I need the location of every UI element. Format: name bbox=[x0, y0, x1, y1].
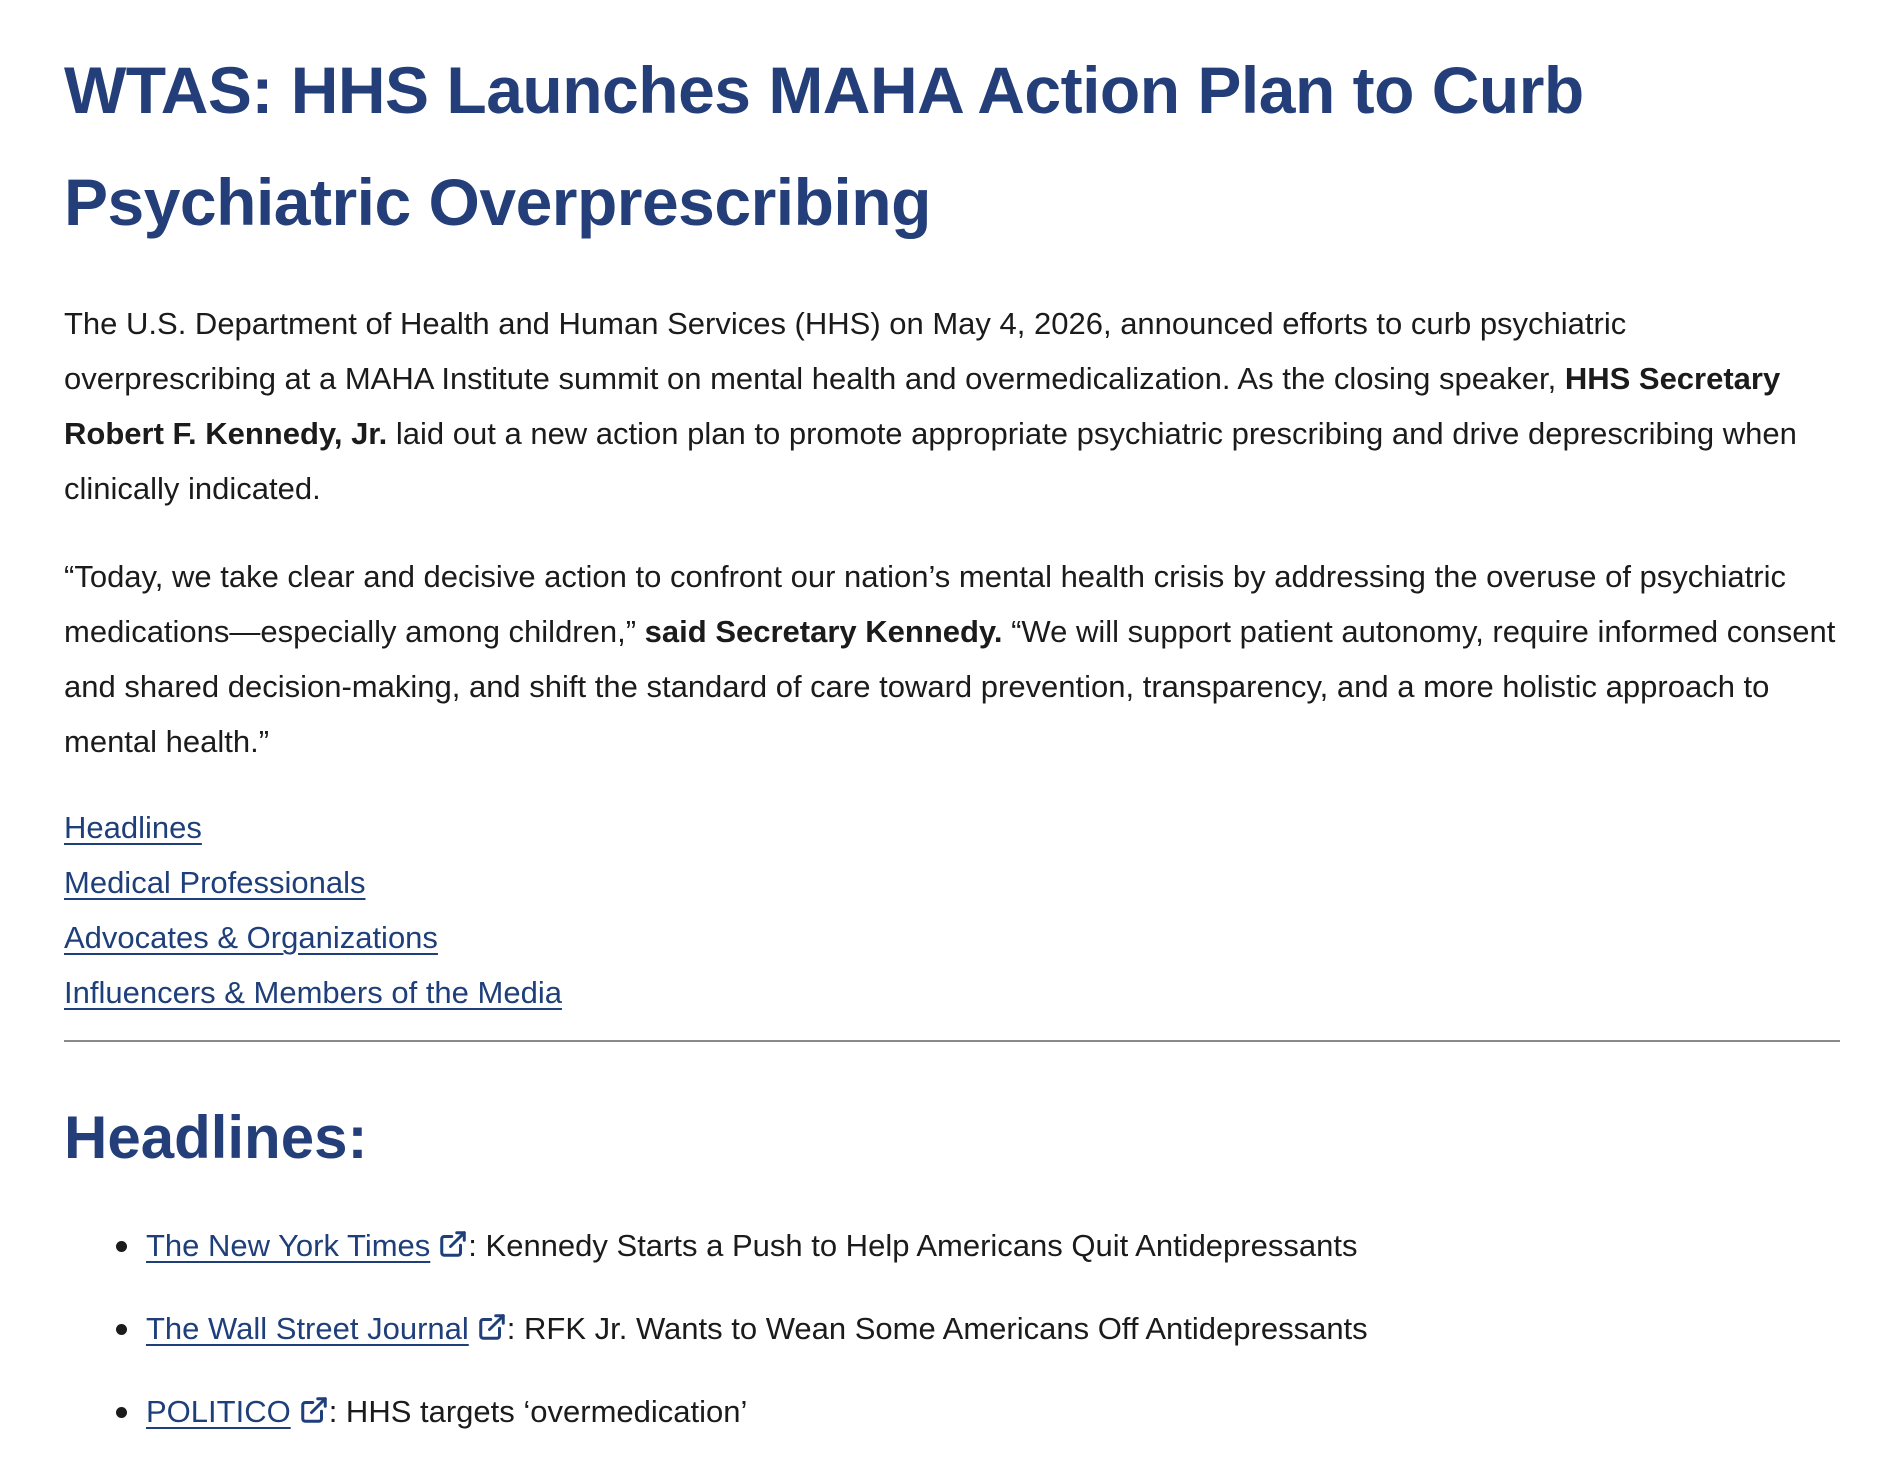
quote-text-start: “Today, we take clear and decisive action to confront our nation’s mental health crisis by addressing the overuse of psychiatric medications—especially among children,” bbox=[64, 559, 1786, 649]
jump-link-item bbox=[64, 800, 1822, 855]
page-title: WTAS: HHS Launches MAHA Action Plan to Curb Psychiatric Overprescribing bbox=[64, 53, 1584, 239]
jump-links-list bbox=[64, 800, 1822, 1020]
headline-item bbox=[146, 1301, 1822, 1356]
intro-paragraph bbox=[64, 296, 1840, 516]
headline-text: : RFK Jr. Wants to Wean Some Americans Off Antidepressants bbox=[506, 1311, 1368, 1346]
bullet-icon bbox=[116, 1407, 127, 1418]
jump-link-item bbox=[64, 965, 1822, 1020]
intro-text-start: The U.S. Department of Health and Human Services (HHS) on May 4, 2026, announced efforts to curb psychiatric overprescribing at a MAHA Institute summit on mental health and overmedicalization. As the closing speaker, bbox=[64, 306, 1627, 396]
section-divider bbox=[64, 1040, 1840, 1042]
headline-text: : HHS targets ‘overmedication’ bbox=[328, 1394, 748, 1429]
external-link-icon[interactable] bbox=[299, 1395, 329, 1425]
quote-attribution: said Secretary Kennedy. bbox=[644, 614, 1003, 649]
external-link-icon[interactable] bbox=[477, 1312, 507, 1342]
jump-link-item bbox=[64, 910, 1822, 965]
jump-link-advocates-organizations[interactable]: Advocates & Organizations bbox=[64, 920, 438, 955]
intro-bold-name: HHS Secretary Robert F. Kennedy, Jr. bbox=[64, 361, 1781, 451]
headlines-heading: Headlines: bbox=[64, 1104, 368, 1171]
source-link-politico[interactable]: POLITICO bbox=[146, 1394, 291, 1429]
headlines-list bbox=[64, 1218, 1822, 1439]
quote-text-end: “We will support patient autonomy, require informed consent and shared decision-making, and shift the standard of care toward prevention, transparency, and a more holistic approach to mental health.” bbox=[64, 614, 1836, 759]
jump-link-influencers-media[interactable]: Influencers & Members of the Media bbox=[64, 975, 562, 1010]
intro-text-end: laid out a new action plan to promote appropriate psychiatric prescribing and drive deprescribing when clinically indicated. bbox=[64, 416, 1797, 506]
source-link-wsj[interactable]: The Wall Street Journal bbox=[146, 1311, 469, 1346]
jump-link-headlines[interactable]: Headlines bbox=[64, 810, 202, 845]
jump-link-item bbox=[64, 855, 1822, 910]
quote-paragraph bbox=[64, 549, 1840, 769]
bullet-icon bbox=[116, 1324, 127, 1335]
bullet-icon bbox=[116, 1241, 127, 1252]
source-link-nyt[interactable]: The New York Times bbox=[146, 1228, 431, 1263]
headline-text: : Kennedy Starts a Push to Help Americans Quit Antidepressants bbox=[468, 1228, 1358, 1263]
jump-link-medical-professionals[interactable]: Medical Professionals bbox=[64, 865, 366, 900]
headline-item bbox=[146, 1384, 1822, 1439]
external-link-icon[interactable] bbox=[438, 1229, 468, 1259]
headline-item bbox=[146, 1218, 1822, 1273]
